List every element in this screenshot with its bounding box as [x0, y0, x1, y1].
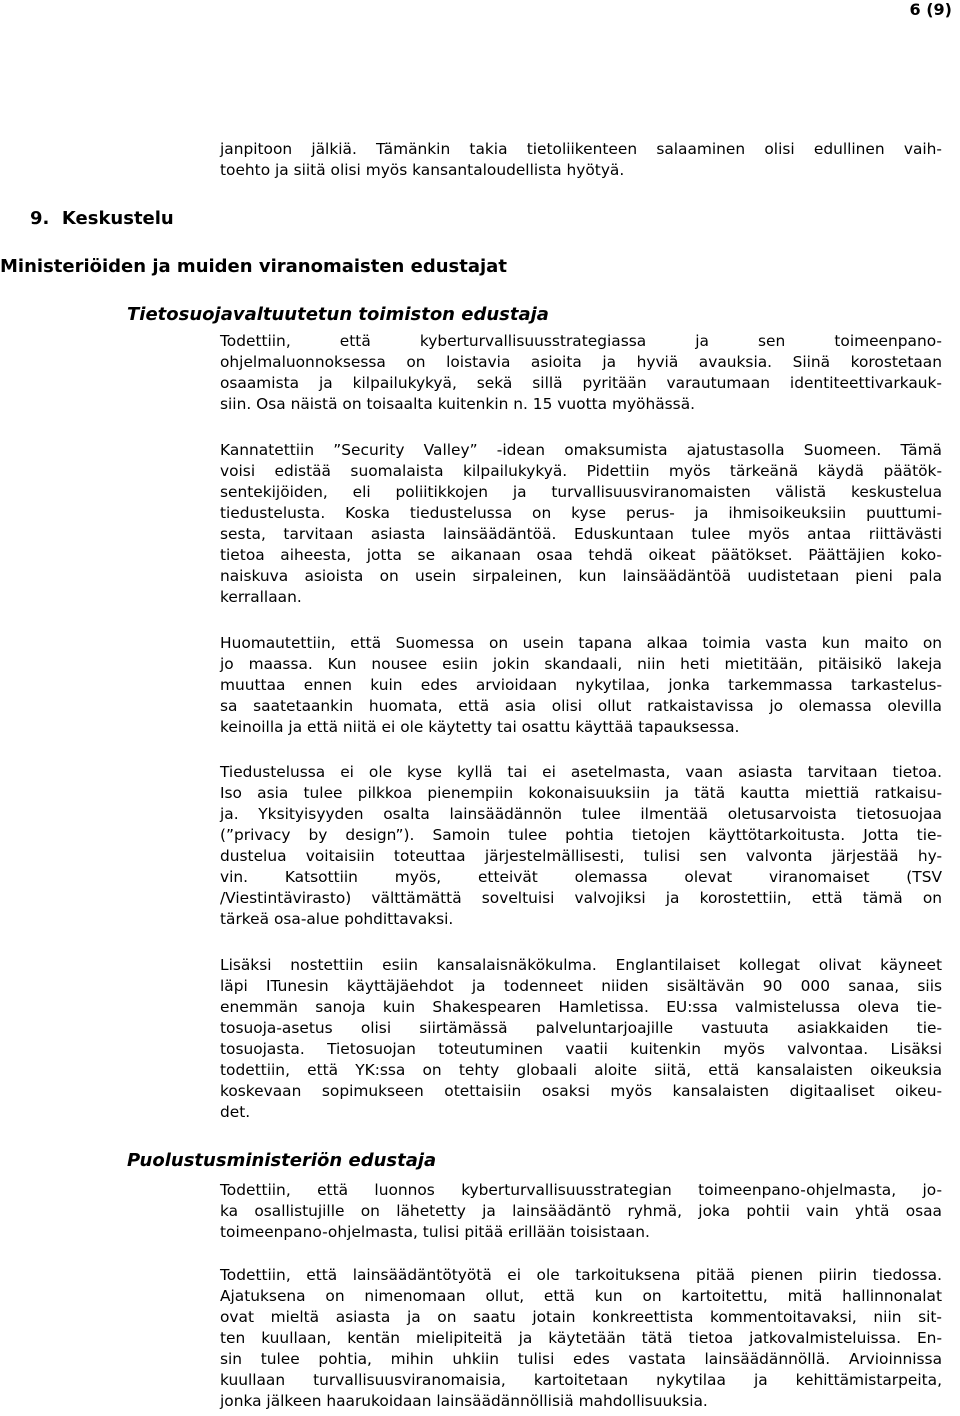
paragraph: [220, 331, 942, 415]
text-line: keinoilla ja että niitä ei ole käytetty tai osattu käyttää tapauksessa.: [220, 718, 740, 736]
text-line: /Viestintävirasto) välttämättä soveltuisi valvojiksi ja korostettiin, että tämä on: [220, 889, 942, 907]
text-line: tosuoja-asetus olisi siirtämässä palveluntarjoajille vastuuta asiakkaiden tie-: [220, 1019, 942, 1037]
text-line: kuullaan turvallisuusviranomaisia, kartoitetaan nykytilaa ja kehittämistarpeita,: [220, 1371, 942, 1389]
text-line: Ajatuksena on nimenomaan ollut, että kun on kartoitettu, mitä hallinnonalat: [220, 1287, 942, 1305]
text-line: siin. Osa näistä on toisaalta kuitenkin n. 15 vuotta myöhässä.: [220, 395, 696, 413]
text-line: tiedustelusta. Koska tiedustelussa on kyse perus- ja ihmisoikeuksiin puuttumi-: [220, 504, 942, 522]
text-line: sa saatetaankin huomata, että asia olisi ollut ratkaistavissa jo olemassa olevilla: [220, 697, 942, 715]
text-line: ka osallistujille on lähetetty ja lainsäädäntö ryhmä, joka pohtii vain yhtä osaa: [220, 1202, 942, 1220]
text-line: voisi edistää suomalaista kilpailukykyä. Pidettiin myös tärkeänä käydä päätök-: [220, 462, 942, 480]
text-line: vin. Katsottiin myös, etteivät olemassa olevat viranomaiset (TSV: [220, 868, 942, 886]
intro-paragraph: [220, 139, 942, 181]
text-line: tosuojasta. Tietosuojan toteutuminen vaatii kuitenkin myös valvontaa. Lisäksi: [220, 1040, 942, 1058]
text-line: Tiedustelussa ei ole kyse kyllä tai ei asetelmasta, vaan asiasta tarvitaan tietoa.: [220, 763, 942, 781]
text-line: sentekijöiden, eli poliitikkojen ja turvallisuusviranomaisten välistä keskustelua: [220, 483, 942, 501]
text-line: toimeenpano-ohjelmasta, tulisi pitää erillään toisistaan.: [220, 1223, 650, 1241]
text-line: (”privacy by design”). Samoin tulee pohtia tietojen käyttötarkoitusta. Jotta tie-: [220, 826, 942, 844]
text-line: ovat mieltä asiasta ja on saatu jotain konkreettista kommentoitavaksi, niin sit-: [220, 1308, 942, 1326]
text-line: Todettiin, että kyberturvallisuusstrategiassa ja sen toimeenpano-: [220, 332, 942, 350]
page-number: 6 (9): [909, 0, 952, 19]
text-line: enemmän sanoja kuin Shakespearen Hamletissa. EU:ssa valmistelussa oleva tie-: [220, 998, 942, 1016]
section-heading: 9. Keskustelu: [30, 208, 174, 229]
puolustus-heading: Puolustusministeriön edustaja: [127, 1150, 437, 1171]
text-line: Todettiin, että luonnos kyberturvallisuusstrategian toimeenpano-ohjelmasta, jo-: [220, 1181, 942, 1199]
text-line: muuttaa ennen kuin edes arvioidaan nykytilaa, jonka tarkemmassa tarkastelus-: [220, 676, 942, 694]
text-line: tietoa aiheesta, jotta se aikanaan osaa tehdä oikeat päätökset. Päättäjien koko-: [220, 546, 942, 564]
text-line: Kannatettiin ”Security Valley” -idean omaksumista ajatustasolla Suomeen. Tämä: [220, 441, 942, 459]
text-line: naiskuva asioista on usein sirpaleinen, kun lainsäädäntöä uudistetaan pieni pala: [220, 567, 942, 585]
text-line: toehto ja siitä olisi myös kansantaloudellista hyötyä.: [220, 161, 625, 179]
text-line: ten kuullaan, kentän mielipiteitä ja käytetään tätä tietoa jatkovalmisteluissa. En-: [220, 1329, 942, 1347]
text-line: dustelua voitaisiin toteuttaa järjestelmällisesti, tulisi sen valvonta järjestää hy-: [220, 847, 942, 865]
text-line: läpi ITunesin käyttäjäehdot ja todenneet niiden sisältävän 90 000 sanaa, siis: [220, 977, 942, 995]
text-line: tärkeä osa-alue pohdittavaksi.: [220, 910, 454, 928]
paragraph: [220, 633, 942, 738]
text-line: todettiin, että YK:ssa on tehty globaali aloite siitä, että kansalaisten oikeuksia: [220, 1061, 942, 1079]
tietosuoja-heading: Tietosuojavaltuutetun toimiston edustaja: [127, 304, 549, 325]
paragraph: [220, 762, 942, 930]
text-line: osaamista ja kilpailukykyä, sekä sillä pyritään varautumaan identiteettivarkauk-: [220, 374, 942, 392]
paragraph: [220, 955, 942, 1123]
text-line: ja. Yksityisyyden osalta lainsäädännön tulee ilmentää oletusarvoista tietosuojaa: [220, 805, 942, 823]
paragraph: [220, 440, 942, 608]
paragraph: [220, 1180, 942, 1243]
text-line: sesta, tarvitaan asiasta lainsäädäntöä. Eduskuntaan tulee myös antaa riittävästi: [220, 525, 942, 543]
text-line: Iso asia tulee pilkkoa pienempiin kokonaisuuksiin ja tätä kautta miettiä ratkaisu-: [220, 784, 942, 802]
text-line: det.: [220, 1103, 251, 1121]
subheading: Ministeriöiden ja muiden viranomaisten edustajat: [0, 256, 507, 277]
text-line: koskevaan sopimukseen otettaisiin osaksi myös kansalaisten digitaaliset oikeu-: [220, 1082, 942, 1100]
text-line: jo maassa. Kun nousee esiin jokin skandaali, niin heti mietitään, pitäisikö lakeja: [220, 655, 942, 673]
text-line: ohjelmaluonnoksessa on loistavia asioita ja hyviä avauksia. Siinä korostetaan: [220, 353, 942, 371]
text-line: janpitoon jälkiä. Tämänkin takia tietoliikenteen salaaminen olisi edullinen vaih-: [220, 140, 942, 158]
text-line: jonka jälkeen haarukoidaan lainsäädännöllisiä mahdollisuuksia.: [220, 1392, 708, 1410]
text-line: Lisäksi nostettiin esiin kansalaisnäkökulma. Englantilaiset kollegat olivat käyneet: [220, 956, 942, 974]
text-line: kerrallaan.: [220, 588, 302, 606]
text-line: Todettiin, että lainsäädäntötyötä ei ole tarkoituksena pitää pienen piirin tiedossa.: [220, 1266, 942, 1284]
text-line: sin tulee pohtia, mihin uhkiin tulisi edes vastata lainsäädännöllä. Arvioinnissa: [220, 1350, 942, 1368]
paragraph: [220, 1265, 942, 1412]
text-line: Huomautettiin, että Suomessa on usein tapana alkaa toimia vasta kun maito on: [220, 634, 942, 652]
